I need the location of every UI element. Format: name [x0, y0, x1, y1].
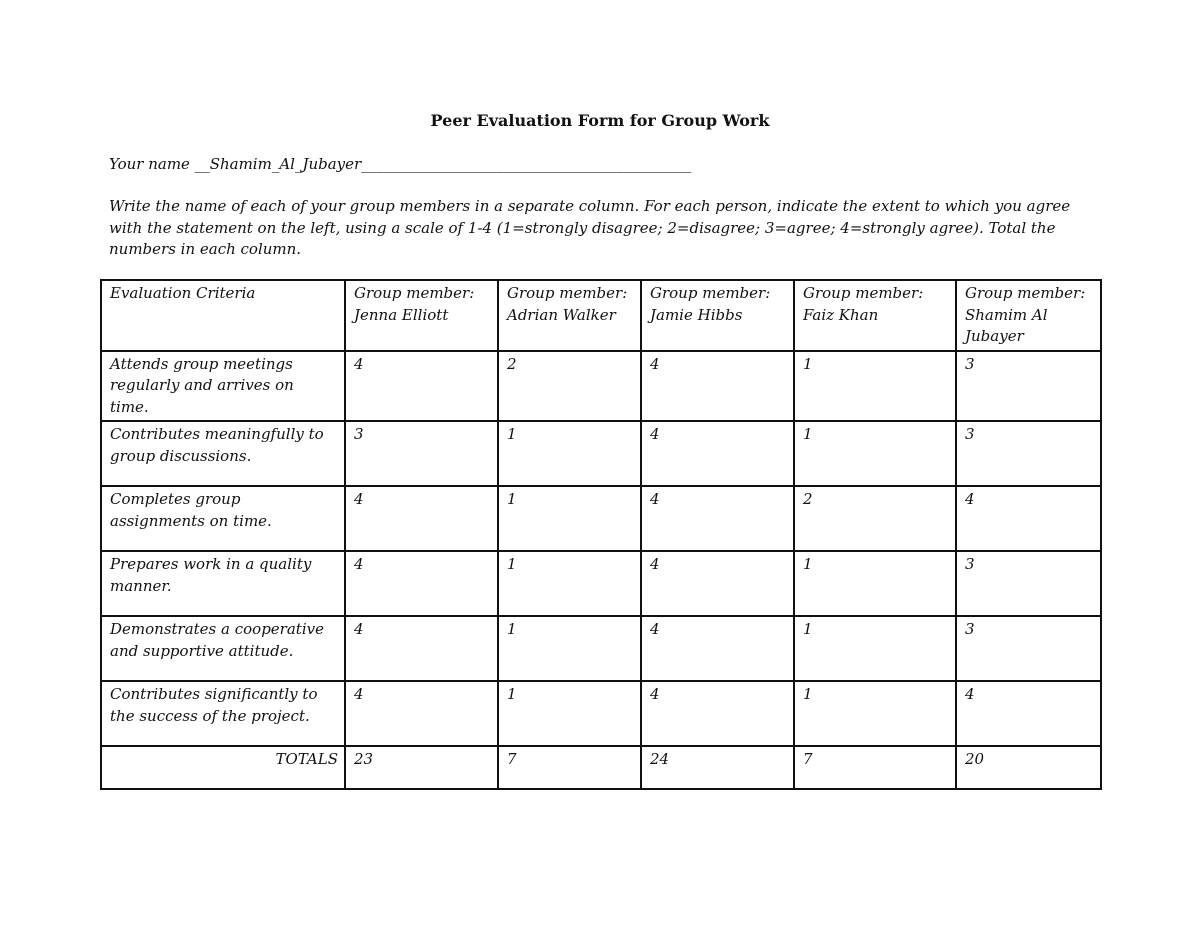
score-cell: 4 — [345, 551, 498, 616]
score-cell: 4 — [641, 486, 794, 551]
score-cell: 1 — [498, 681, 641, 746]
score-cell: 4 — [641, 681, 794, 746]
table-row — [101, 421, 1101, 486]
member-header: Group member: Faiz Khan — [794, 280, 956, 351]
score-cell: 2 — [794, 486, 956, 551]
score-cell: 4 — [345, 486, 498, 551]
total-cell: 24 — [641, 746, 794, 789]
criterion-cell: Completes group assignments on time. — [101, 486, 345, 551]
header-row — [101, 280, 1101, 351]
total-cell: 23 — [345, 746, 498, 789]
score-cell: 4 — [641, 551, 794, 616]
score-cell: 1 — [794, 351, 956, 422]
score-cell: 3 — [956, 421, 1101, 486]
table-row — [101, 681, 1101, 746]
member-header: Group member: Jamie Hibbs — [641, 280, 794, 351]
criterion-cell: Contributes significantly to the success of the project. — [101, 681, 345, 746]
total-cell: 7 — [794, 746, 956, 789]
score-cell: 4 — [956, 681, 1101, 746]
member-header: Group member: Jenna Elliott — [345, 280, 498, 351]
score-cell: 4 — [345, 681, 498, 746]
score-cell: 4 — [641, 421, 794, 486]
score-cell: 4 — [956, 486, 1101, 551]
score-cell: 1 — [794, 551, 956, 616]
table-row — [101, 486, 1101, 551]
score-cell: 2 — [498, 351, 641, 422]
criterion-cell: Attends group meetings regularly and arrives on time. — [101, 351, 345, 422]
score-cell: 3 — [956, 351, 1101, 422]
table-row — [101, 351, 1101, 422]
table-row — [101, 616, 1101, 681]
criterion-cell: Contributes meaningfully to group discussions. — [101, 421, 345, 486]
score-cell: 3 — [956, 551, 1101, 616]
score-cell: 1 — [794, 616, 956, 681]
score-cell: 3 — [345, 421, 498, 486]
score-cell: 3 — [956, 616, 1101, 681]
total-cell: 20 — [956, 746, 1101, 789]
total-cell: 7 — [498, 746, 641, 789]
member-header: Group member: Adrian Walker — [498, 280, 641, 351]
score-cell: 1 — [794, 421, 956, 486]
score-cell: 1 — [498, 421, 641, 486]
member-header: Group member: Shamim Al Jubayer — [956, 280, 1101, 351]
table-row — [101, 551, 1101, 616]
evaluation-table — [100, 279, 1102, 790]
score-cell: 1 — [498, 616, 641, 681]
totals-label: TOTALS — [101, 746, 345, 789]
score-cell: 1 — [794, 681, 956, 746]
score-cell: 4 — [345, 616, 498, 681]
student-name-line: Your name __Shamim_Al_Jubayer____________________________________________ — [109, 155, 692, 173]
score-cell: 4 — [641, 616, 794, 681]
criterion-cell: Demonstrates a cooperative and supportive attitude. — [101, 616, 345, 681]
instructions-paragraph: Write the name of each of your group members in a separate column. For each person, indicate the extent to which you agree with the statement on the left, using a scale of 1-4 (1=strongly disagree; 2=disagree; 3=agree; 4=strongly agree). Total the numbers in each column. — [109, 197, 1071, 258]
score-cell: 1 — [498, 486, 641, 551]
page-title: Peer Evaluation Form for Group Work — [430, 111, 770, 130]
criterion-cell: Prepares work in a quality manner. — [101, 551, 345, 616]
score-cell: 4 — [345, 351, 498, 422]
criteria-header: Evaluation Criteria — [101, 280, 345, 351]
score-cell: 4 — [641, 351, 794, 422]
score-cell: 1 — [498, 551, 641, 616]
totals-row — [101, 746, 1101, 789]
